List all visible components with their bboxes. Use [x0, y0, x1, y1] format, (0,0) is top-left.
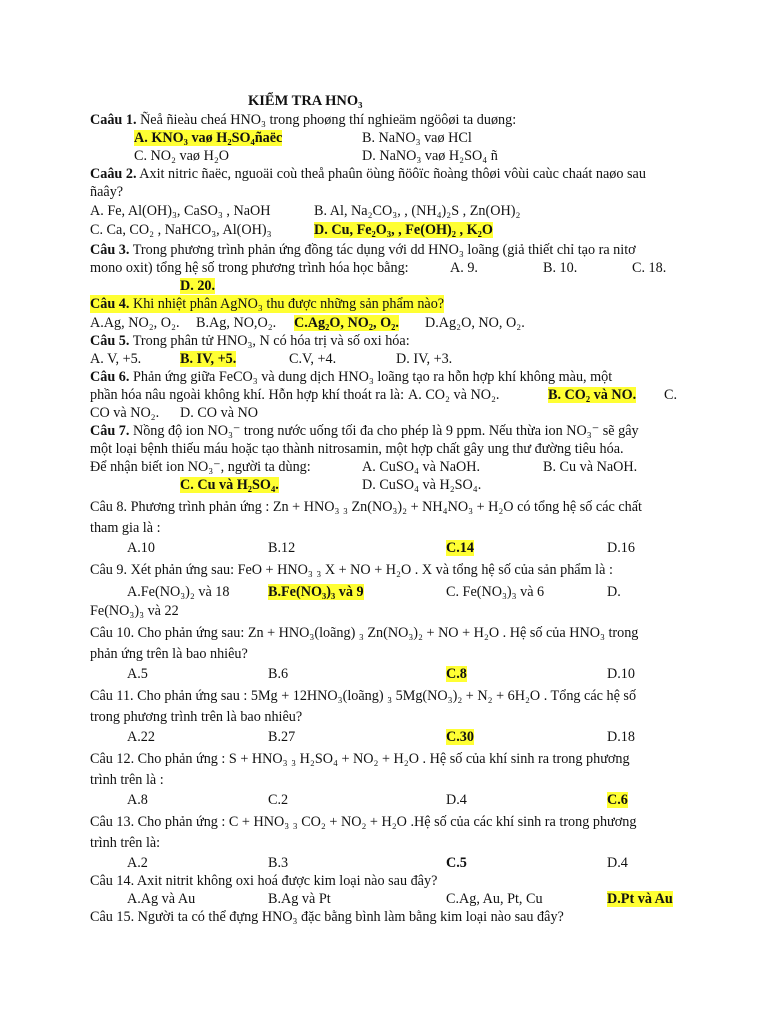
question-15: Câu 15. Người ta có thể đựng HNO₃ đặc bằng bình làm bằng kim loại nào sau đây?: [90, 909, 564, 925]
q14-option-b: B.Ag và Pt: [268, 891, 331, 907]
question-10: Câu 10. Cho phản ứng sau: Zn + HNO₃(loãng) ₃ Zn(NO₃)₂ + NO + H₂O . Hệ số của HNO₃ trong: [90, 625, 639, 641]
question-1-label: Caâu 1.: [90, 112, 137, 128]
question-7-cont-2: Để nhận biết ion NO₃⁻, người ta dùng:: [90, 459, 311, 475]
q5-option-d: D. IV, +3.: [396, 351, 453, 367]
q8-option-c: C.14: [446, 540, 474, 556]
q9-option-d: D.: [607, 584, 621, 600]
q7-option-b: B. Cu và NaOH.: [543, 459, 638, 475]
q14-option-d: D.Pt và Au: [607, 891, 673, 907]
question-7-cont-1: một loại bệnh thiếu máu hoặc tạo thành nitrosamin, một hợp chất gây ung thư đường tiêu hóa.: [90, 441, 624, 457]
q13-option-c: C.5: [446, 855, 467, 871]
q13-option-d: D.4: [607, 855, 628, 871]
q3-option-c: C. 18.: [632, 260, 667, 276]
question-2: Caâu 2. Axit nitric ñaëc, nguoäi coù theå phaûn öùng ñöôïc ñoàng thôøi vôùi caùc chaát naøo sau: [90, 166, 646, 182]
q1-option-a: A. KNO₃ vaø H₂SO₄ñaëc: [134, 130, 283, 146]
question-11: Câu 11. Cho phản ứng sau : 5Mg + 12HNO₃(loãng) ₃ 5Mg(NO₃)₂ + N₂ + 6H₂O . Tổng các hệ số: [90, 688, 637, 704]
q9-option-a: A.Fe(NO₃)₂ và 18: [127, 584, 230, 600]
question-3-cont: mono oxit) tổng hệ số trong phương trình hóa học bằng:: [90, 260, 409, 276]
q14-option-a: A.Ag và Au: [127, 891, 196, 907]
question-7: Câu 7. Nồng độ ion NO₃⁻ trong nước uống tối đa cho phép là 9 ppm. Nếu thừa ion NO₃⁻ sẽ gây: [90, 423, 639, 439]
q2-option-d: D. Cu, Fe₂O₃, , Fe(OH)₂ , K₂O: [314, 222, 493, 238]
q1-option-d: D. NaNO₃ vaø H₂SO₄ ñ: [362, 148, 498, 164]
q9-option-b: B.Fe(NO₃)₃ và 9: [268, 584, 364, 600]
q14-option-c: C.Ag, Au, Pt, Cu: [446, 891, 543, 907]
q1-option-b: B. NaNO₃ vaø HCl: [362, 130, 472, 146]
q7-option-d: D. CuSO₄ và H₂SO₄.: [362, 477, 482, 493]
q2-option-a: A. Fe, Al(OH)₃, CaSO₃ , NaOH: [90, 203, 271, 219]
q2-option-c: C. Ca, CO₂ , NaHCO₃, Al(OH)₃: [90, 222, 272, 238]
q6-option-c: C.: [664, 387, 678, 403]
q8-option-d: D.16: [607, 540, 635, 556]
question-12-cont: trình trên là :: [90, 772, 164, 788]
q4-option-b: B.Ag, NO,O₂.: [196, 315, 277, 331]
q4-option-c: C.Ag₂O, NO₂, O₂.: [294, 315, 399, 331]
q4-option-a: A.Ag, NO₂, O₂.: [90, 315, 180, 331]
q13-option-a: A.2: [127, 855, 148, 871]
q10-option-a: A.5: [127, 666, 148, 682]
q5-option-c: C.V, +4.: [289, 351, 337, 367]
q6-option-a: A. CO₂ và NO₂.: [408, 387, 500, 403]
q11-option-c: C.30: [446, 729, 474, 745]
question-13: Câu 13. Cho phản ứng : C + HNO₃ ₃ CO₂ + NO₂ + H₂O .Hệ số của các khí sinh ra trong phương: [90, 814, 637, 830]
q11-option-d: D.18: [607, 729, 635, 745]
q12-option-a: A.8: [127, 792, 148, 808]
question-1-text: Ñeå ñieàu cheá HNO₃ trong phoøng thí nghieäm ngöôøi ta duøng:: [136, 112, 517, 128]
q11-option-b: B.27: [268, 729, 296, 745]
q3-option-d: D. 20.: [180, 278, 216, 294]
q12-option-c: D.4: [446, 792, 467, 808]
question-6-cont: phần hóa nâu ngoài không khí. Hỗn hợp khí thoát ra là:: [90, 387, 405, 403]
question-2-cont: ñaây?: [90, 184, 124, 200]
question-10-cont: phản ứng trên là bao nhiêu?: [90, 646, 248, 662]
q13-option-b: B.3: [268, 855, 289, 871]
q9-option-c: C. Fe(NO₃)₃ và 6: [446, 584, 545, 600]
q12-option-b: C.2: [268, 792, 289, 808]
page-title: KIỂM TRA HNO₃: [248, 93, 363, 109]
q6-option-d: D. CO và NO: [180, 405, 259, 421]
q12-option-d: C.6: [607, 792, 628, 808]
question-14: Câu 14. Axit nitrit không oxi hoá được kim loại nào sau đây?: [90, 873, 438, 889]
q5-option-a: A. V, +5.: [90, 351, 142, 367]
question-4: Câu 4. Khi nhiệt phân AgNO₃ thu được những sản phẩm nào?: [90, 296, 445, 312]
question-3: Câu 3. Trong phương trình phản ứng đồng tác dụng với dd HNO₃ loãng (giả thiết chỉ tạo ra nitơ: [90, 242, 636, 258]
question-12: Câu 12. Cho phản ứng : S + HNO₃ ₃ H₂SO₄ + NO₂ + H₂O . Hệ số của khí sinh ra trong phương: [90, 751, 630, 767]
q3-option-b: B. 10.: [543, 260, 578, 276]
question-1: [90, 111, 516, 129]
q11-option-a: A.22: [127, 729, 155, 745]
question-8-cont: tham gia là :: [90, 520, 161, 536]
q7-option-a: A. CuSO₄ và NaOH.: [362, 459, 481, 475]
q1-option-c: C. NO₂ vaø H₂O: [134, 148, 230, 164]
question-6: Câu 6. Phản ứng giữa FeCO₃ và dung dịch HNO₃ loãng tạo ra hỗn hợp khí không màu, một: [90, 369, 613, 385]
q6-option-b: B. CO₂ và NO.: [548, 387, 637, 403]
question-13-cont: trình trên là:: [90, 835, 161, 851]
question-8: Câu 8. Phương trình phản ứng : Zn + HNO₃ ₃ Zn(NO₃)₂ + NH₄NO₃ + H₂O có tổng hệ số các chất: [90, 499, 642, 515]
q8-option-a: A.10: [127, 540, 155, 556]
q9-option-d-cont: Fe(NO₃)₃ và 22: [90, 603, 179, 619]
q7-option-c: C. Cu và H₂SO₄.: [180, 477, 279, 493]
question-9: Câu 9. Xét phản ứng sau: FeO + HNO₃ ₃ X + NO + H₂O . X và tổng hệ số của sản phẩm là :: [90, 562, 613, 578]
q5-option-b: B. IV, +5.: [180, 351, 237, 367]
q3-option-a: A. 9.: [450, 260, 478, 276]
q4-option-d: D.Ag₂O, NO, O₂.: [425, 315, 525, 331]
q8-option-b: B.12: [268, 540, 296, 556]
question-11-cont: trong phương trình trên là bao nhiêu?: [90, 709, 303, 725]
q10-option-d: D.10: [607, 666, 635, 682]
q10-option-b: B.6: [268, 666, 289, 682]
q10-option-c: C.8: [446, 666, 467, 682]
q2-option-b: B. Al, Na₂CO₃, , (NH₄)₂S , Zn(OH)₂: [314, 203, 521, 219]
q6-option-c-cont: CO và NO₂.: [90, 405, 160, 421]
question-5: Câu 5. Trong phân tử HNO₃, N có hóa trị và số oxi hóa:: [90, 333, 410, 349]
